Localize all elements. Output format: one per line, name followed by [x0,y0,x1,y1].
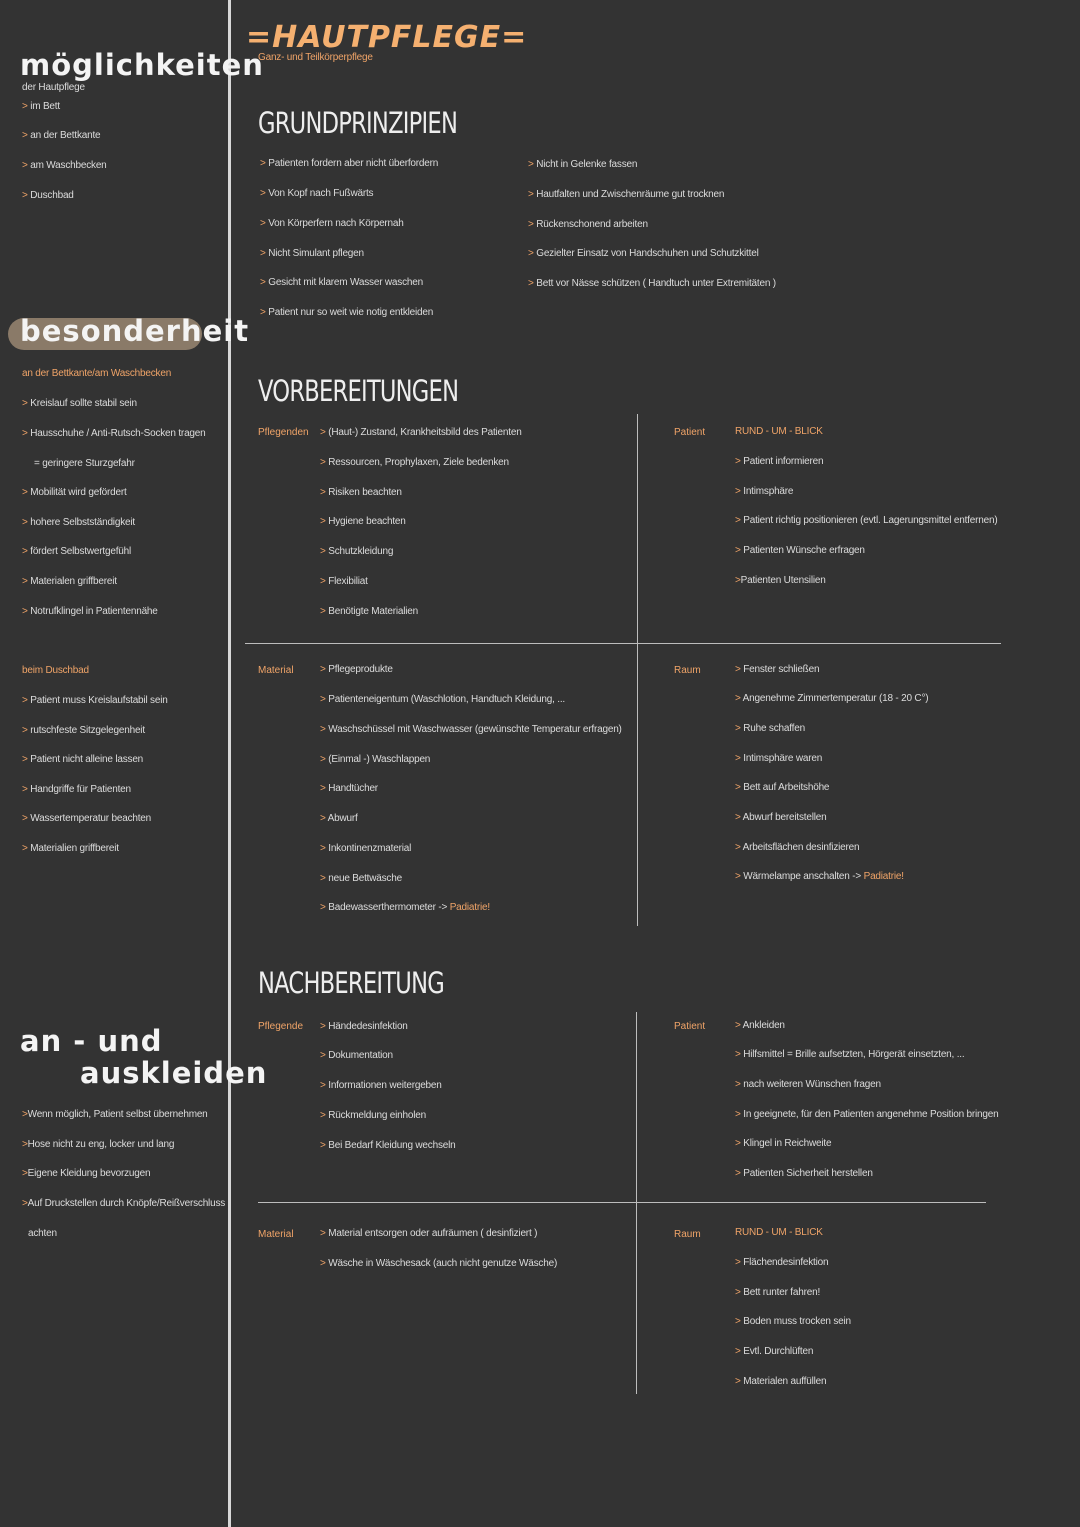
pflegenden-label: Pflegenden [258,427,309,438]
list-item: > Abwurf [320,813,358,824]
list-item: > Patienten Wünsche erfragen [735,545,865,556]
list-item: > Mobilität wird gefördert [22,487,127,498]
raum-label: Raum [674,665,701,676]
vorbereitungen-vsep [637,414,638,926]
list-item: > Notrufklingel in Patientennähe [22,606,158,617]
besonderheit-sub2: beim Duschbad [22,665,89,676]
list-item: > am Waschbecken [22,160,107,171]
page-title [246,20,527,55]
list-item: > Benötigte Materialien [320,606,418,617]
material-label: Material [258,665,294,676]
list-item: > Kreislauf sollte stabil sein [22,398,137,409]
list-item: > Intimsphäre [735,486,794,497]
grundprinzipien-title: GRUNDPRINZIPIEN [258,106,458,140]
list-item: > Bett runter fahren! [735,1287,821,1298]
besonderheit-sub1: an der Bettkante/am Waschbecken [22,368,172,379]
list-item: > an der Bettkante [22,130,101,141]
list-item: > Von Kopf nach Fußwärts [260,188,374,199]
list-item: > Händedesinfektion [320,1021,408,1032]
list-item: > Handgriffe für Patienten [22,784,131,795]
title-text: HAUTPFLEGE [272,20,502,55]
list-item: > Badewasserthermometer -> Padiatrie! [320,902,490,913]
n-raum-header: RUND - UM - BLICK [735,1227,823,1238]
n-material-label: Material [258,1229,294,1240]
list-item: > Boden muss trocken sein [735,1316,851,1327]
list-item: > Material entsorgen oder aufräumen ( desinfiziert ) [320,1228,538,1239]
list-item: > nach weiteren Wünschen fragen [735,1079,881,1090]
list-item: >Eigene Kleidung bevorzugen [22,1168,151,1179]
vorbereitungen-title: VORBEREITUNGEN [258,374,459,408]
list-item: > Rückenschonend arbeiten [528,219,648,230]
list-item: > Klingel in Reichweite [735,1138,832,1149]
list-item: > Ankleiden [735,1020,785,1031]
list-item: >Auf Druckstellen durch Knöpfe/Reißverschluss [22,1198,226,1209]
list-item: > Patient informieren [735,456,824,467]
list-item: > rutschfeste Sitzgelegenheit [22,725,145,736]
n-patient-label: Patient [674,1021,706,1032]
list-item: = geringere Sturzgefahr [34,458,135,469]
moeglichkeiten-title: möglichkeiten [20,48,264,82]
page-title-block [246,20,527,63]
list-item: > fördert Selbstwertgefühl [22,546,132,557]
list-item: > Patient nicht alleine lassen [22,754,144,765]
list-item: > Nicht Simulant pflegen [260,248,364,259]
list-item: > Materialen griffbereit [22,576,117,587]
list-item: > Materialen auffüllen [735,1376,827,1387]
title-deco-left: = [246,20,273,55]
list-item: > Angenehme Zimmertemperatur (18 - 20 C°) [735,693,929,704]
list-item: > Wärmelampe anschalten -> Padiatrie! [735,871,904,882]
list-item: > Patienten fordern aber nicht überfordern [260,158,439,169]
list-item: > Hausschuhe / Anti-Rutsch-Socken tragen [22,428,206,439]
list-item: > hohere Selbstständigkeit [22,517,135,528]
list-item: > Abwurf bereitstellen [735,812,827,823]
list-item: > Ressourcen, Prophylaxen, Ziele bedenken [320,457,509,468]
list-item: > Schutzkleidung [320,546,394,557]
patient-label: Patient [674,427,706,438]
list-item: > Arbeitsflächen desinfizieren [735,842,860,853]
list-item: > Bett vor Nässe schützen ( Handtuch unter Extremitäten ) [528,278,776,289]
list-item: > Bei Bedarf Kleidung wechseln [320,1140,456,1151]
moeglichkeiten-subtitle: der Hautpflege [22,82,85,93]
list-item: > Patient muss Kreislaufstabil sein [22,695,168,706]
list-item: > Pflegeprodukte [320,664,393,675]
besonderheit-title: besonderheit [20,314,250,348]
list-item: > Wäsche in Wäschesack (auch nicht genutze Wäsche) [320,1258,558,1269]
ankleiden-title-line1: an - und [20,1024,163,1058]
list-item: > Von Körperfern nach Körpernah [260,218,404,229]
nachbereitung-hsep [258,1202,986,1203]
vertical-divider [228,0,231,1527]
list-item: > Patienteneigentum (Waschlotion, Handtuch Kleidung, ... [320,694,565,705]
ankleiden-title-line2: auskleiden [80,1056,268,1090]
list-item-tail: achten [28,1228,57,1239]
list-item: > Dokumentation [320,1050,393,1061]
list-item: > im Bett [22,101,60,112]
list-item: > Intimsphäre waren [735,753,823,764]
list-item: > Hautfalten und Zwischenräume gut trocknen [528,189,725,200]
list-item: > Hygiene beachten [320,516,406,527]
list-item: > Flächendesinfektion [735,1257,829,1268]
list-item: > Flexibiliat [320,576,368,587]
n-raum-label: Raum [674,1229,701,1240]
nachbereitung-title: NACHBEREITUNG [258,966,444,1000]
list-item: > neue Bettwäsche [320,873,402,884]
list-item: > Inkontinenzmaterial [320,843,412,854]
list-item: > Bett auf Arbeitshöhe [735,782,830,793]
list-item: > Gesicht mit klarem Wasser waschen [260,277,423,288]
list-item: > Materialien griffbereit [22,843,119,854]
title-deco-right: = [501,20,528,55]
list-item: >Wenn möglich, Patient selbst übernehmen [22,1109,208,1120]
list-item: > Nicht in Gelenke fassen [528,159,638,170]
list-item: > (Haut-) Zustand, Krankheitsbild des Patienten [320,427,522,438]
list-item: > In geeignete, für den Patienten angenehme Position bringen [735,1109,999,1120]
list-item: > Wassertemperatur beachten [22,813,152,824]
list-item: > (Einmal -) Waschlappen [320,754,431,765]
list-item: > Handtücher [320,783,378,794]
list-item: > Waschschüssel mit Waschwasser (gewünschte Temperatur erfragen) [320,724,622,735]
nachbereitung-vsep [636,1012,637,1394]
list-item: > Gezielter Einsatz von Handschuhen und Schutzkittel [528,248,759,259]
list-item: > Risiken beachten [320,487,402,498]
list-item: > Informationen weitergeben [320,1080,442,1091]
list-item: > Hilfsmittel = Brille aufsetzten, Hörgerät einsetzten, ... [735,1049,965,1060]
list-item: >Patienten Utensilien [735,575,826,586]
list-item: > Patient richtig positionieren (evtl. Lagerungsmittel entfernen) [735,515,998,526]
pflegende-label: Pflegende [258,1021,304,1032]
list-item: > Fenster schließen [735,664,820,675]
list-item: >Hose nicht zu eng, locker und lang [22,1139,175,1150]
list-item: > Rückmeldung einholen [320,1110,426,1121]
vorbereitungen-hsep [245,643,1001,644]
list-item: > Evtl. Durchlüften [735,1346,814,1357]
list-item: > Ruhe schaffen [735,723,805,734]
page-subtitle: Ganz- und Teilkörperpflege [258,52,373,63]
patient-header: RUND - UM - BLICK [735,426,823,437]
list-item: > Patient nur so weit wie notig entkleiden [260,307,434,318]
list-item: > Patienten Sicherheit herstellen [735,1168,873,1179]
list-item: > Duschbad [22,190,74,201]
